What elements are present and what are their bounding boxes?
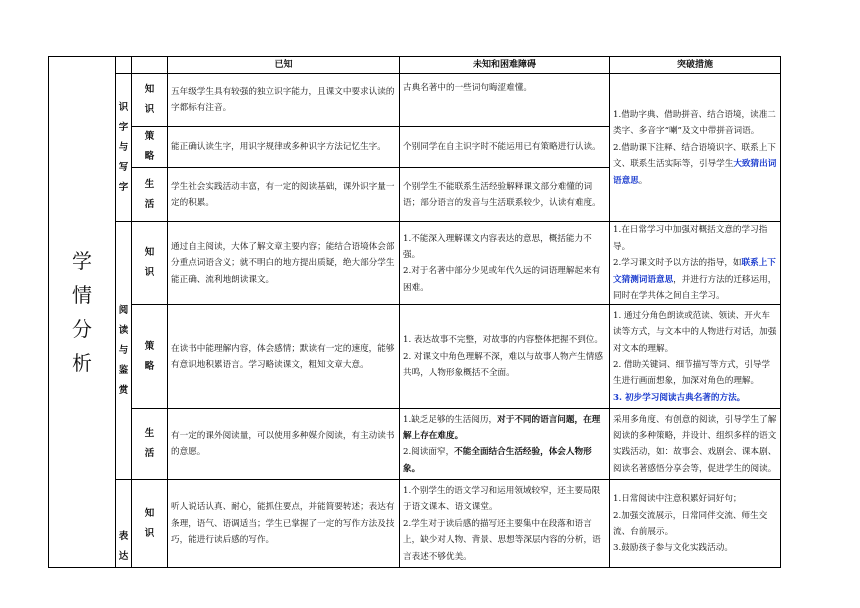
section-title-literacy [116,74,132,222]
measure-item [613,140,777,189]
unknown-emphasis: 对于不同的语言问题，在理解上存在难度。 [403,414,601,442]
sub-label-text: 策略 [144,340,155,372]
table-row [49,305,781,409]
side-title-char-4: 析 [72,351,92,376]
measure-highlight: 大致猜出词语意思 [613,159,777,186]
header-measures: 突破措施 [610,57,781,74]
unknown-item: 1.个别学生的语文学习和运用领域较窄，还主要局限于语文课本、语文课堂。 [403,485,601,513]
measures-cell: 采用多角度、有创意的阅读，引导学生了解阅读的多种策略，并设计、组织多样的语文实践活动，如：故事会、戏剧会、课本剧、阅读名著感悟分享会等，促进学生的阅读。 [610,409,781,480]
header-blank-2 [132,57,168,74]
unknown-item: 1. 表达故事不完整，对故事的内容整体把握不到位。 [403,335,603,346]
table-row [49,409,781,480]
sub-label [132,74,168,127]
known-cell: 在读书中能理解内容，体会感情；默读有一定的速度，能够有意识地积累语言。学习略读课文，粗知文章大意。 [168,305,400,409]
unknown-cell: 1.不能深入理解课文内容表达的意思，概括能力不强。 2.对于名著中部分少见或年代久远的词语理解起来有困难。 [400,222,610,305]
measure-item: 2.加强交流展示，日常同伴交流、师生交流、台前展示。 [613,510,768,537]
unknown-cell [400,409,610,480]
sub-label [132,480,168,568]
sub-label-text: 策略 [144,131,155,163]
known-cell: 五年级学生具有较强的独立识字能力，且课文中要求认读的字都标有注音。 [168,74,400,127]
section-title-expression-text: 表达 [118,531,129,563]
measure-item: 3. 初步学习阅读古典名著的方法。 [613,392,746,403]
unknown-cell [400,305,610,409]
sub-label-text: 知识 [144,247,155,279]
section-title-reading [116,222,132,480]
sub-label [132,409,168,480]
known-cell: 能正确认读生字，用识字规律或多种识字方法记忆生字。 [168,127,400,168]
sub-label-text: 生活 [144,178,155,210]
measures-cell [610,222,781,305]
known-cell: 学生社会实践活动丰富，有一定的阅读基础，课外识字量一定的积累。 [168,168,400,222]
measure-highlight: 联系上下文猜测词语意思 [613,258,776,285]
sub-label [132,127,168,168]
sub-label-text: 生活 [144,428,155,460]
table-row [49,74,781,127]
measure-item: 1.借助字典、借助拼音、结合语境，读准二类字、多音字“喇”及文中带拼音词语。 [613,109,776,137]
section-title-literacy-text: 识字与写字 [118,101,129,193]
measure-item: 1. 通过分角色朗读或范读、领读、开火车读等方式，与文本中的人物进行对话，加强对文本的理解。 [613,310,777,354]
measure-text: 2.借助课下注释、结合语境识字、联系上下文、联系生活实际等，引导学生 [613,142,776,170]
measures-cell [610,305,781,409]
unknown-text: 1.缺乏足够的生活阅历， [403,414,498,425]
measure-text: 2.学习课文时予以方法的指导，如 [613,258,742,269]
measure-text: 。 [638,175,648,186]
measures-cell [610,480,781,568]
header-unknown: 未知和困难障碍 [400,57,610,74]
sub-label [132,222,168,305]
table-row [49,480,781,568]
side-title-char-1: 学 [72,249,92,274]
analysis-table [48,56,781,568]
unknown-emphasis: 不能全面结合生活经验，体会人物形象。 [403,447,592,474]
table-row [49,222,781,305]
unknown-cell: 个别同学在自主识字时不能运用已有策略进行认读。 [400,127,610,168]
measure-text: ，并进行方法的迁移运用，同时在学共体之间自主学习。 [613,274,777,302]
measure-item [613,255,777,304]
measure-item: 1.日常阅读中注意积累好词好句； [613,494,742,505]
section-title-reading-text: 阅读与鉴赏 [118,304,129,396]
sub-label [132,168,168,222]
side-title-char-3: 分 [72,317,92,342]
unknown-item: 2. 对课文中角色理解不深，难以与故事人物产生情感共鸣，人物形象概括不全面。 [403,351,603,379]
header-row [49,57,781,74]
unknown-cell: 古典名著中的一些词句晦涩难懂。 [400,74,610,127]
unknown-item: 2.学生对于读后感的描写还主要集中在段落和语言上，缺少对人物、背景、思想等深层内容的分析，语言表述不够优美。 [403,518,601,562]
sub-label-text: 知识 [144,507,155,539]
side-title-char-2: 情 [72,283,92,308]
header-known: 已知 [168,57,400,74]
measure-item: 2. 借助关键词、细节描写等方式，引导学生进行画面想象，加深对角色的理解。 [613,359,771,387]
sub-label [132,305,168,409]
unknown-item [403,412,606,445]
known-cell: 听人说话认真、耐心，能抓住要点，并能简要转述；表达有条理，语气、语调适当；学生已掌握了一定的写作方法及技巧，能进行读后感的写作。 [168,480,400,568]
sub-label-text: 知识 [144,84,155,116]
measure-item: 3.鼓励孩子参与文化实践活动。 [613,543,733,554]
unknown-item [403,444,606,477]
section-title-expression [116,480,132,568]
unknown-cell [400,480,610,568]
side-title-cell [49,57,116,568]
unknown-cell: 个别学生不能联系生活经验解释课文部分难懂的词语；部分语言的发音与生活联系较少，认读有难度。 [400,168,610,222]
header-blank-1 [116,57,132,74]
known-cell: 通过自主阅读，大体了解文章主要内容；能结合语境体会部分重点词语含义；就不明白的地方提出质疑，绝大部分学生能正确、流利地朗读课文。 [168,222,400,305]
measures-cell [610,74,781,222]
unknown-text: 2.阅读面窄， [403,447,455,458]
measure-item: 1.在日常学习中加强对概括文意的学习指导。 [613,225,768,252]
known-cell: 有一定的课外阅读量，可以使用多种媒介阅读，有主动读书的意愿。 [168,409,400,480]
